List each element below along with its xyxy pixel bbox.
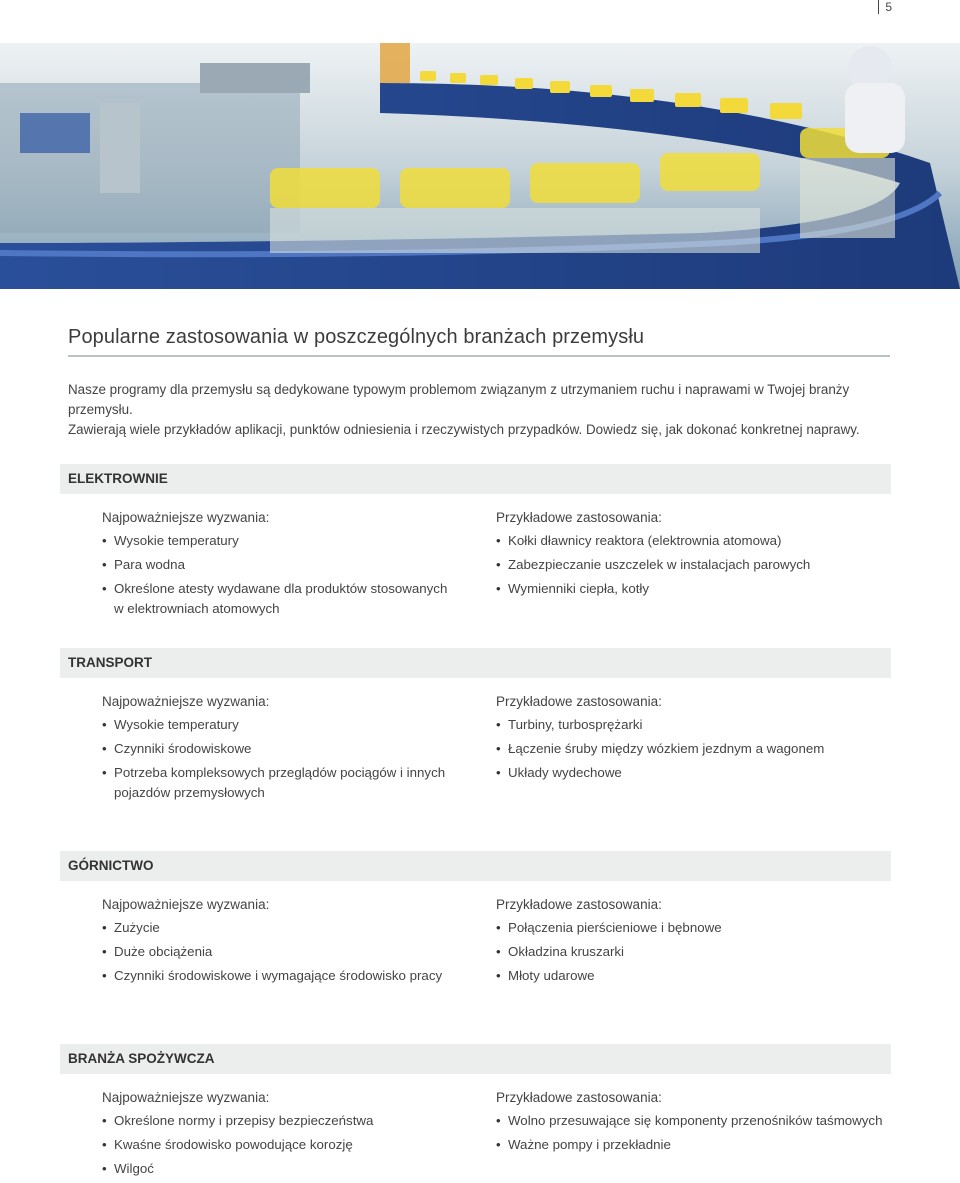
- list-item: • Czynniki środowiskowe i wymagające środowisko pracy: [102, 966, 452, 986]
- challenges-list: [102, 531, 452, 619]
- list-item: • Określone atesty wydawane dla produktów stosowanych w elektrowniach atomowych: [102, 579, 452, 619]
- section-elektrownie: [60, 464, 891, 616]
- challenges-label: Najpoważniejsze wyzwania:: [102, 510, 270, 525]
- applications-column: [496, 694, 891, 787]
- list-item: • Łączenie śruby między wózkiem jezdnym a wagonem: [496, 739, 891, 759]
- section-title: ELEKTROWNIE: [60, 464, 891, 494]
- list-item: • Wysokie temperatury: [102, 531, 452, 551]
- applications-column: [496, 510, 891, 603]
- list-item: • Turbiny, turbosprężarki: [496, 715, 891, 735]
- list-item: • Wilgoć: [102, 1159, 452, 1179]
- hero-image-bottling-line: [0, 43, 960, 289]
- applications-list: [496, 918, 891, 986]
- list-item: • Połączenia pierścieniowe i bębnowe: [496, 918, 891, 938]
- applications-list: [496, 531, 891, 599]
- challenges-list: [102, 715, 452, 803]
- list-item: • Ważne pompy i przekładnie: [496, 1135, 891, 1155]
- applications-label: Przykładowe zastosowania:: [496, 897, 662, 912]
- challenges-label: Najpoważniejsze wyzwania:: [102, 1090, 270, 1105]
- list-item: • Czynniki środowiskowe: [102, 739, 452, 759]
- applications-label: Przykładowe zastosowania:: [496, 510, 662, 525]
- challenges-column: [102, 897, 452, 990]
- section-branza-spozywcza: [60, 1044, 891, 1176]
- section-title: TRANSPORT: [60, 648, 891, 678]
- list-item: • Para wodna: [102, 555, 452, 575]
- section-title: GÓRNICTWO: [60, 851, 891, 881]
- challenges-column: [102, 1090, 452, 1183]
- challenges-column: [102, 694, 452, 807]
- list-item: • Kwaśne środowisko powodujące korozję: [102, 1135, 452, 1155]
- applications-list: [496, 1111, 891, 1155]
- challenges-column: [102, 510, 452, 623]
- bottling-line-illustration: [0, 43, 960, 289]
- applications-list: [496, 715, 891, 783]
- section-transport: [60, 648, 891, 800]
- list-item: • Wysokie temperatury: [102, 715, 452, 735]
- list-item: • Duże obciążenia: [102, 942, 452, 962]
- list-item: • Potrzeba kompleksowych przeglądów pociągów i innych pojazdów przemysłowych: [102, 763, 452, 803]
- intro-paragraph: [68, 380, 890, 440]
- list-item: • Układy wydechowe: [496, 763, 891, 783]
- list-item: • Kołki dławnicy reaktora (elektrownia atomowa): [496, 531, 891, 551]
- challenges-label: Najpoważniejsze wyzwania:: [102, 897, 270, 912]
- intro-line-2: Zawierają wiele przykładów aplikacji, punktów odniesienia i rzeczywistych przypadków. Dowiedz się, jak dokonać konkretnej naprawy.: [68, 422, 860, 437]
- list-item: • Zużycie: [102, 918, 452, 938]
- list-item: • Wolno przesuwające się komponenty przenośników taśmowych: [496, 1111, 891, 1131]
- list-item: • Określone normy i przepisy bezpieczeństwa: [102, 1111, 452, 1131]
- list-item: • Zabezpieczanie uszczelek w instalacjach parowych: [496, 555, 891, 575]
- list-item: • Wymienniki ciepła, kotły: [496, 579, 891, 599]
- applications-column: [496, 897, 891, 990]
- list-item: • Młoty udarowe: [496, 966, 891, 986]
- challenges-list: [102, 1111, 452, 1179]
- challenges-list: [102, 918, 452, 986]
- section-title: BRANŻA SPOŻYWCZA: [60, 1044, 891, 1074]
- page-number: 5: [878, 0, 892, 14]
- challenges-label: Najpoważniejsze wyzwania:: [102, 694, 270, 709]
- list-item: • Okładzina kruszarki: [496, 942, 891, 962]
- applications-column: [496, 1090, 891, 1159]
- applications-label: Przykładowe zastosowania:: [496, 1090, 662, 1105]
- applications-label: Przykładowe zastosowania:: [496, 694, 662, 709]
- intro-line-1: Nasze programy dla przemysłu są dedykowane typowym problemom związanym z utrzymaniem ruchu i naprawami w Twojej branży przemysłu.: [68, 382, 850, 417]
- page-heading: Popularne zastosowania w poszczególnych branżach przemysłu: [68, 326, 890, 357]
- section-gornictwo: [60, 851, 891, 983]
